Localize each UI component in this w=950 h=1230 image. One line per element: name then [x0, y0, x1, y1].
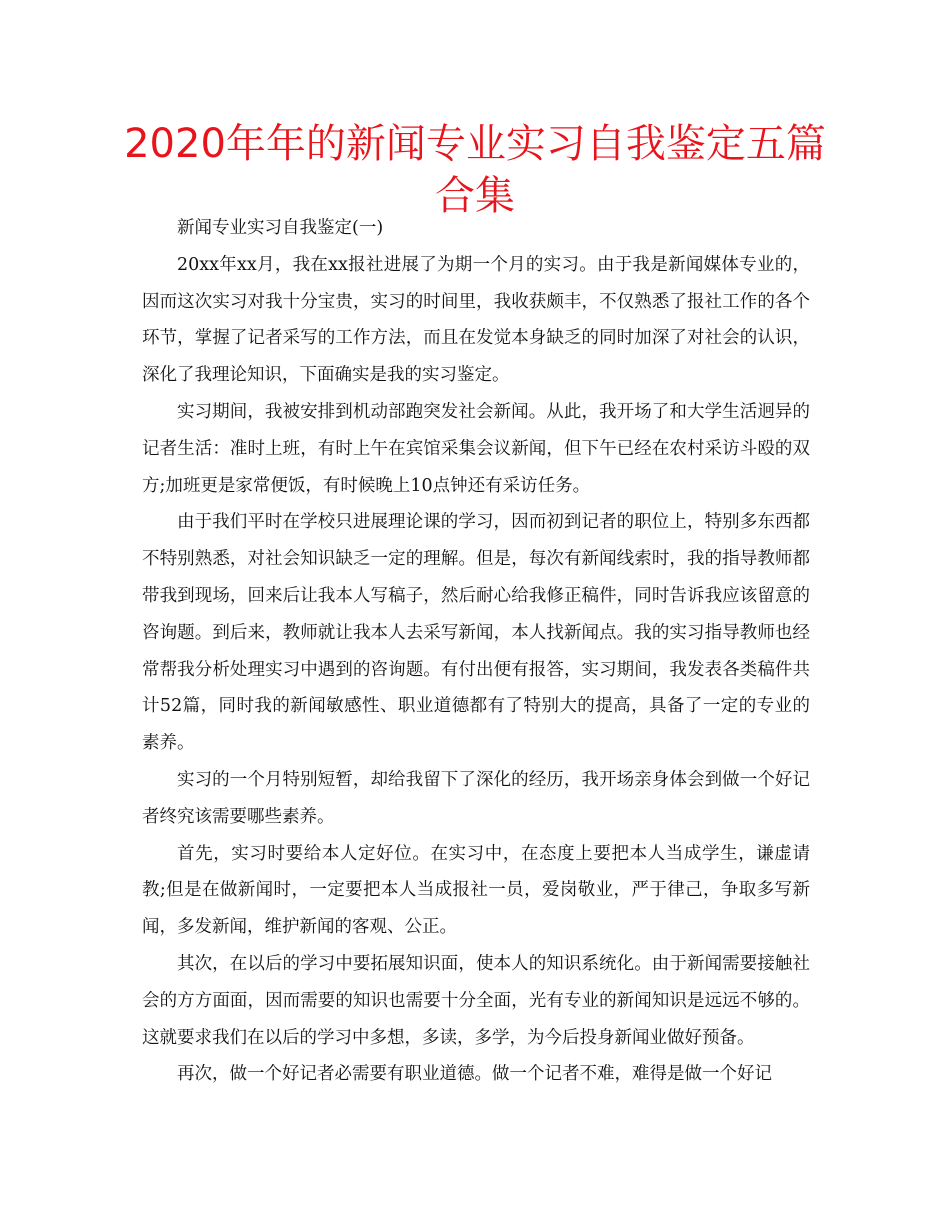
paragraph: 首先，实习时要给本人定好位。在实习中，在态度上要把本人当成学生，谦虚请教;但是在做新闻时，一定要把本人当成报社一员，爱岗敬业，严于律己，争取多写新闻，多发新闻，维护新闻的客观、公正。 [142, 843, 810, 938]
paragraph: 实习期间，我被安排到机动部跑突发社会新闻。从此，我开场了和大学生活迥异的记者生活：准时上班，有时上午在宾馆采集会议新闻，但下午已经在农村采访斗殴的双方;加班更是家常便饭，有时候晚上10点钟还有采访任务。 [142, 401, 810, 496]
paragraph: 由于我们平时在学校只进展理论课的学习，因而初到记者的职位上，特别多东西都不特别熟悉，对社会知识缺乏一定的理解。但是，每次有新闻线索时，我的指导教师都带我到现场，回来后让我本人写稿子，然后耐心给我修正稿件，同时告诉我应该留意的咨询题。到后来，教师就让我本人去采写新闻，本人找新闻点。我的实习指导教师也经常帮我分析处理实习中遇到的咨询题。有付出便有报答，实习期间，我发表各类稿件共计52篇，同时我的新闻敏感性、职业道德都有了特别大的提高，具备了一定的专业的素养。 [142, 512, 810, 754]
paragraph: 实习的一个月特别短暂，却给我留下了深化的经历，我开场亲身体会到做一个好记者终究该需要哪些素养。 [142, 769, 810, 827]
paragraph: 20xx年xx月，我在xx报社进展了为期一个月的实习。由于我是新闻媒体专业的，因而这次实习对我十分宝贵，实习的时间里，我收获颇丰，不仅熟悉了报社工作的各个环节，掌握了记者采写的工作方法，而且在发觉本身缺乏的同时加深了对社会的认识，深化了我理论知识，下面确实是我的实习鉴定。 [142, 254, 810, 386]
document-title: 2020年年的新闻专业实习自我鉴定五篇合集 [124, 121, 826, 219]
document-body [142, 210, 810, 1093]
section-heading: 新闻专业实习自我鉴定(一) [177, 218, 384, 238]
paragraph: 其次，在以后的学习中要拓展知识面，使本人的知识系统化。由于新闻需要接触社会的方方面面，因而需要的知识也需要十分全面，光有专业的新闻知识是远远不够的。这就要求我们在以后的学习中多想，多读，多学，为今后投身新闻业做好预备。 [142, 953, 810, 1048]
paragraph: 再次，做一个好记者必需要有职业道德。做一个记者不难，难得是做一个好记 [177, 1064, 772, 1085]
